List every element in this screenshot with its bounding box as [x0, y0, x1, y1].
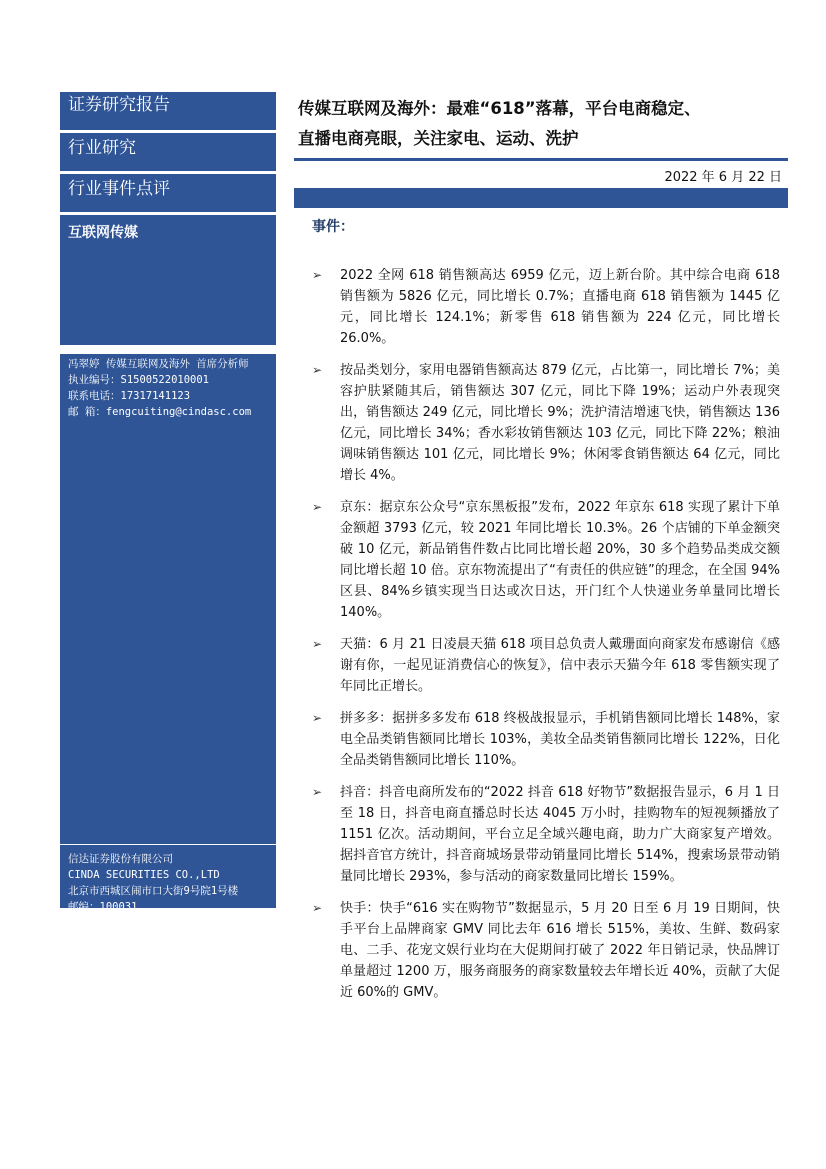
- title-divider: [294, 158, 788, 161]
- company-name-en: CINDA SECURITIES CO.,LTD: [68, 869, 220, 881]
- bullet-arrow-icon: ➢: [312, 711, 323, 725]
- bullet-text: 拼多多：据拼多多发布 618 终极战报显示，手机销售额同比增长 148%，家电全品类销售额同比增长 103%，美妆全品类销售额同比增长 122%，日化全品类销售额同比增长 110%。: [340, 711, 780, 768]
- bullet-text: 抖音：抖音电商所发布的“2022 抖音 618 好物节”数据报告显示，6 月 1 日至 18 日，抖音电商直播总时长达 4045 万小时，挂购物车的短视频播放了 1151 亿次。活动期间，平台立足全域兴趣电商，助力广大商家复产增效。据抖音官方统计，抖音商城场景带动销量同比增长 514%，搜索场景带动销量同比增长 293%，参与活动的商家数量同比增长 159%。: [340, 785, 780, 884]
- analyst-email: 邮 箱：fengcuiting@cindasc.com: [68, 406, 252, 418]
- bullet-arrow-icon: ➢: [312, 268, 323, 282]
- bullet-text: 天猫：6 月 21 日凌晨天猫 618 项目总负责人戴珊面向商家发布感谢信《感谢有你，一起见证消费信心的恢复》，信中表示天猫今年 618 零售额实现了年同比正增长。: [340, 637, 780, 694]
- event-heading: 事件：: [312, 219, 354, 235]
- sector-label: 互联网传媒: [60, 215, 276, 345]
- analyst-name: 冯翠婷 传媒互联网及海外 首席分析师: [68, 358, 249, 370]
- report-category: 行业研究: [60, 133, 276, 171]
- company-postcode: 邮编：100031: [68, 901, 138, 913]
- report-title: [298, 94, 798, 154]
- list-item: [312, 497, 780, 623]
- analyst-info: [60, 354, 276, 844]
- bullet-text: 2022 全网 618 销售额高达 6959 亿元，迈上新台阶。其中综合电商 618 销售额为 5826 亿元，同比增长 0.7%；直播电商 618 销售额为 1445 亿元，同比增长 124.1%；新零售 618 销售额为 224 亿元，同比增长 26.0%。: [340, 268, 780, 346]
- list-item: [312, 898, 780, 1003]
- bullet-arrow-icon: ➢: [312, 901, 323, 915]
- event-list: [312, 265, 780, 1003]
- list-item: [312, 360, 780, 486]
- title-line-2: 直播电商亮眼，关注家电、运动、洗护: [298, 129, 579, 148]
- bullet-arrow-icon: ➢: [312, 785, 323, 799]
- report-date: 2022 年 6 月 22 日: [664, 170, 782, 185]
- analyst-license: 执业编号：S1500522010001: [68, 374, 210, 386]
- list-item: [312, 708, 780, 771]
- list-item: [312, 265, 780, 349]
- report-type: 证券研究报告: [60, 92, 276, 130]
- analyst-phone: 联系电话：17317141123: [68, 390, 191, 402]
- bullet-text: 按品类划分，家用电器销售额高达 879 亿元，占比第一，同比增长 7%；美容护肤紧随其后，销售额达 307 亿元，同比下降 19%；运动户外表现突出，销售额达 249 亿元，同比增长 9%；洗护清洁增速飞快，销售额达 136 亿元，同比增长 34%；香水彩妆销售额达 103 亿元，同比下降 22%；粮油调味销售额达 101 亿元，同比增长 9%；休闲零食销售额达 64 亿元，同比增长 4%。: [340, 363, 780, 483]
- title-line-1: 传媒互联网及海外：最难“618”落幕，平台电商稳定、: [298, 99, 701, 118]
- bullet-arrow-icon: ➢: [312, 637, 323, 651]
- report-subtype: 行业事件点评: [60, 174, 276, 212]
- bullet-arrow-icon: ➢: [312, 363, 323, 377]
- bullet-arrow-icon: ➢: [312, 500, 323, 514]
- bullet-text: 京东：据京东公众号“京东黑板报”发布，2022 年京东 618 实现了累计下单金额超 3793 亿元，较 2021 年同比增长 10.3%。26 个店铺的下单金额突破 10 亿元，新品销售件数占比同比增长超 20%，30 多个趋势品类成交额同比增长超 10 倍。京东物流提出了“有责任的供应链”的理念，在全国 94%区县、84%乡镇实现当日达或次日达，开门红个人快递业务单量同比增长 140%。: [340, 500, 780, 620]
- company-address: 北京市西城区闹市口大街9号院1号楼: [68, 885, 239, 897]
- list-item: [312, 634, 780, 697]
- sidebar: [60, 92, 276, 913]
- header-band: [294, 188, 788, 208]
- company-info: [60, 844, 276, 913]
- company-name-cn: 信达证券股份有限公司: [68, 853, 173, 865]
- bullet-text: 快手：快手“616 实在购物节”数据显示，5 月 20 日至 6 月 19 日期间，快手平台上品牌商家 GMV 同比去年 616 增长 515%，美妆、生鲜、数码家电、二手、花宠文娱行业均在大促期间打破了 2022 年日销记录，快品牌订单量超过 1200 万，服务商服务的商家数量较去年增长近 40%，贡献了大促近 60%的 GMV。: [340, 901, 780, 1000]
- list-item: [312, 782, 780, 887]
